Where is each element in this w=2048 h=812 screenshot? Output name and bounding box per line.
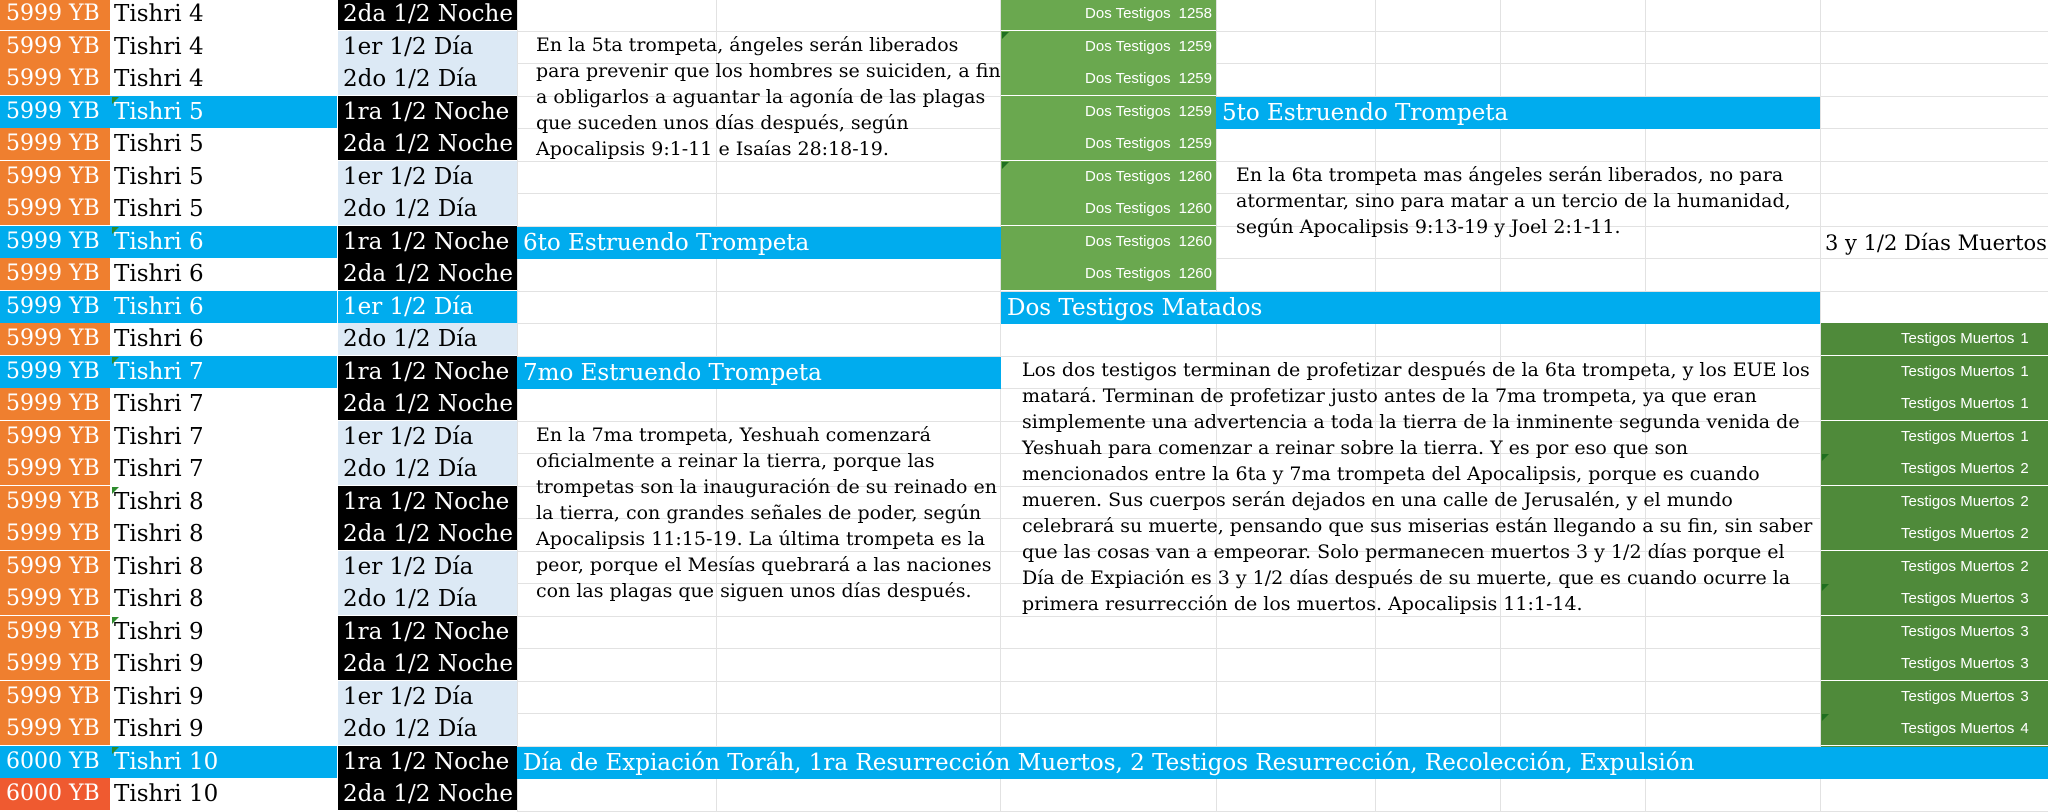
half-day-cell[interactable]: 1er 1/2 Día [338,161,517,193]
dead-counter-day: 3 [2020,590,2029,607]
half-day-cell[interactable]: 2da 1/2 Noche [338,128,517,160]
year-cell[interactable]: 5999 YB [0,551,110,583]
dead-counter-label: Testigos Muertos [1901,460,2015,477]
dead-counter-day: 1 [2020,363,2029,380]
event-witnesses-killed[interactable]: Dos Testigos Matados [1001,292,1820,324]
day-cell[interactable]: Tishri 8 [110,518,337,550]
witness-counter-label: Dos Testigos [1085,70,1171,87]
half-day-cell[interactable]: 1ra 1/2 Noche [338,486,517,518]
half-day-cell[interactable]: 2da 1/2 Noche [338,518,517,550]
year-cell[interactable]: 5999 YB [0,63,110,95]
dead-counter-cell[interactable] [1821,583,2048,615]
day-cell[interactable]: Tishri 6 [110,323,337,355]
witness-counter-day: 1260 [1178,168,1212,185]
half-day-cell[interactable]: 1ra 1/2 Noche [338,616,517,648]
half-day-cell[interactable]: 2do 1/2 Día [338,453,517,485]
half-day-cell[interactable]: 1er 1/2 Día [338,421,517,453]
witness-counter-label: Dos Testigos [1085,265,1171,282]
witness-counter-label: Dos Testigos [1085,135,1171,152]
dead-counter-cell[interactable] [1821,681,2048,713]
dead-counter-day: 1 [2020,330,2029,347]
half-day-cell[interactable]: 2da 1/2 Noche [338,648,517,680]
comment-marker-icon [1822,454,1829,461]
witness-counter-label: Dos Testigos [1085,5,1171,22]
dead-counter-day: 3 [2020,655,2029,672]
dead-counter-label: Testigos Muertos [1901,688,2015,705]
year-cell[interactable]: 5999 YB [0,518,110,550]
day-cell[interactable]: Tishri 5 [110,193,337,225]
event-7th-trumpet[interactable]: 7mo Estruendo Trompeta [517,357,1001,389]
day-cell[interactable]: Tishri 4 [110,63,337,95]
year-cell[interactable]: 5999 YB [0,161,110,193]
comment-marker-icon [1822,714,1829,721]
year-cell[interactable]: 5999 YB [0,648,110,680]
dead-counter-cell[interactable] [1821,648,2048,680]
comment-marker-icon [112,747,119,754]
year-cell[interactable]: 5999 YB [0,0,110,30]
half-day-cell[interactable]: 2do 1/2 Día [338,323,517,355]
witness-counter-label: Dos Testigos [1085,38,1171,55]
dead-counter-label: Testigos Muertos [1901,493,2015,510]
witness-counter-label: Dos Testigos [1085,200,1171,217]
year-cell[interactable]: 6000 YB [0,778,110,810]
dead-counter-day: 1 [2020,428,2029,445]
year-cell[interactable]: 5999 YB [0,421,110,453]
dead-counter-label: Testigos Muertos [1901,590,2015,607]
dead-counter-day: 4 [2020,720,2029,737]
witness-counter-cell[interactable] [1001,31,1216,63]
note-6th-trumpet[interactable]: En la 6ta trompeta mas ángeles serán liberados, no para atormentar, sino para matar a un tercio de la humanidad, según Apocalipsis 9:13-19 y Joel 2:1-11. [1236,164,1791,238]
witness-counter-cell[interactable] [1001,96,1216,128]
comment-marker-icon [112,97,119,104]
dead-counter-day: 3 [2020,623,2029,640]
half-day-cell[interactable]: 2da 1/2 Noche [338,388,517,420]
half-day-cell[interactable]: 1ra 1/2 Noche [338,96,517,128]
half-day-cell[interactable]: 1er 1/2 Día [338,31,517,63]
year-cell[interactable]: 6000 YB [0,746,110,778]
day-cell[interactable]: Tishri 10 [110,778,337,810]
year-cell[interactable]: 5999 YB [0,323,110,355]
year-cell[interactable]: 5999 YB [0,616,110,648]
half-day-cell[interactable]: 1er 1/2 Día [338,681,517,713]
dead-counter-label: Testigos Muertos [1901,525,2015,542]
day-cell[interactable]: Tishri 8 [110,551,337,583]
note-7th-trumpet[interactable]: En la 7ma trompeta, Yeshuah comenzará oficialmente a reinar la tierra, porque las trompetas son la inauguración de su reinado en la tierra, con grandes señales de poder, según Apocalipsis 11:15-19. La última trompeta es la peor, porque el Mesías quebrará a las naciones con las plagas que siguen unos días después. [536,424,997,602]
day-cell[interactable]: Tishri 6 [110,226,337,258]
dead-counter-cell[interactable] [1821,616,2048,648]
day-cell[interactable]: Tishri 10 [110,746,337,778]
year-cell[interactable]: 5999 YB [0,128,110,160]
half-day-cell[interactable]: 1ra 1/2 Noche [338,226,517,258]
witness-counter-cell[interactable] [1001,226,1216,258]
dead-counter-day: 3 [2020,688,2029,705]
day-cell[interactable]: Tishri 5 [110,128,337,160]
half-day-cell[interactable]: 1er 1/2 Día [338,291,517,323]
year-cell[interactable]: 5999 YB [0,713,110,745]
witness-counter-cell[interactable] [1001,128,1216,160]
witness-counter-day: 1260 [1178,200,1212,217]
dead-counter-cell[interactable] [1821,486,2048,518]
comment-marker-icon [112,357,119,364]
witness-counter-cell[interactable] [1001,63,1216,95]
witness-counter-label: Dos Testigos [1085,233,1171,250]
witness-counter-cell[interactable] [1001,161,1216,193]
dead-counter-label: Testigos Muertos [1901,395,2015,412]
three-half-days-dead-label[interactable]: 3 y 1/2 Días Muertos [1825,231,2047,255]
year-cell[interactable]: 5999 YB [0,291,110,323]
day-cell[interactable]: Tishri 4 [110,0,337,30]
witness-counter-day: 1260 [1178,265,1212,282]
dead-counter-label: Testigos Muertos [1901,720,2015,737]
day-cell[interactable]: Tishri 6 [110,291,337,323]
comment-marker-icon [1002,162,1009,169]
day-cell[interactable]: Tishri 9 [110,681,337,713]
witness-counter-day: 1259 [1178,135,1212,152]
half-day-cell[interactable]: 2do 1/2 Día [338,193,517,225]
witness-counter-day: 1259 [1178,103,1212,120]
witness-counter-cell[interactable] [1001,193,1216,225]
dead-counter-cell[interactable] [1821,453,2048,485]
witness-counter-label: Dos Testigos [1085,168,1171,185]
day-cell[interactable]: Tishri 7 [110,421,337,453]
year-cell[interactable]: 5999 YB [0,486,110,518]
dead-counter-day: 2 [2020,525,2029,542]
year-cell[interactable]: 5999 YB [0,356,110,388]
year-cell[interactable]: 5999 YB [0,193,110,225]
witness-counter-cell[interactable] [1001,258,1216,290]
dead-counter-cell[interactable] [1821,356,2048,388]
day-cell[interactable]: Tishri 9 [110,713,337,745]
dead-counter-day: 2 [2020,460,2029,477]
dead-counter-day: 2 [2020,558,2029,575]
half-day-cell[interactable]: 2do 1/2 Día [338,63,517,95]
day-cell[interactable]: Tishri 9 [110,648,337,680]
witness-counter-day: 1259 [1178,70,1212,87]
dead-counter-label: Testigos Muertos [1901,330,2015,347]
day-cell[interactable]: Tishri 5 [110,161,337,193]
day-cell[interactable]: Tishri 5 [110,96,337,128]
year-cell[interactable]: 5999 YB [0,388,110,420]
day-cell[interactable]: Tishri 6 [110,258,337,290]
witness-counter-day: 1259 [1178,38,1212,55]
witness-counter-cell[interactable] [1001,0,1216,30]
year-cell[interactable]: 5999 YB [0,226,110,258]
day-cell[interactable]: Tishri 7 [110,356,337,388]
year-cell[interactable]: 5999 YB [0,31,110,63]
half-day-cell[interactable]: 1er 1/2 Día [338,551,517,583]
year-cell[interactable]: 5999 YB [0,681,110,713]
day-cell[interactable]: Tishri 4 [110,31,337,63]
dead-counter-cell[interactable] [1821,713,2048,745]
day-cell[interactable]: Tishri 9 [110,616,337,648]
event-atonement-day[interactable]: Día de Expiación Toráh, 1ra Resurrección Muertos, 2 Testigos Resurrección, Recolección, Expulsión [517,747,2048,779]
dead-counter-label: Testigos Muertos [1901,558,2015,575]
day-cell[interactable]: Tishri 7 [110,388,337,420]
dead-counter-label: Testigos Muertos [1901,655,2015,672]
half-day-cell[interactable]: 1ra 1/2 Noche [338,356,517,388]
dead-counter-cell[interactable] [1821,388,2048,420]
note-two-witnesses[interactable]: Los dos testigos terminan de profetizar después de la 6ta trompeta, y los EUE los matará. Terminan de profetizar justo antes de la 7ma trompeta, ya que eran simplemente una advertencia a toda la tierra de la inminente segunda venida de Yeshuah para comenzar a reinar sobre la tierra. Y es por eso que son mencionados entre la 6ta y 7ma trompeta del Apocalipsis, porque es cuando mueren. Sus cuerpos serán dejados en una calle de Jerusalén, y el mundo celebrará su muerte, pensando que sus miserias están llegando a su fin, sin saber que las cosas van a empeorar. Solo permanecen muertos 3 y 1/2 días porque el Día de Expiación es 3 y 1/2 días después de su muerte, que es cuando ocurre la primera resurrección de los muertos. Apocalipsis 11:1-14. [1022,359,1813,615]
witness-counter-day: 1258 [1178,5,1212,22]
dead-counter-cell[interactable] [1821,551,2048,583]
comment-marker-icon [112,617,119,624]
half-day-cell[interactable]: 2da 1/2 Noche [338,778,517,810]
comment-marker-icon [112,487,119,494]
half-day-cell[interactable]: 2do 1/2 Día [338,713,517,745]
year-cell[interactable]: 5999 YB [0,96,110,128]
event-6th-trumpet[interactable]: 6to Estruendo Trompeta [517,227,1001,259]
dead-counter-cell[interactable] [1821,323,2048,355]
year-cell[interactable]: 5999 YB [0,583,110,615]
comment-marker-icon [1822,584,1829,591]
half-day-cell[interactable]: 2do 1/2 Día [338,583,517,615]
half-day-cell[interactable]: 2da 1/2 Noche [338,258,517,290]
dead-counter-label: Testigos Muertos [1901,363,2015,380]
dead-counter-label: Testigos Muertos [1901,428,2015,445]
dead-counter-day: 2 [2020,493,2029,510]
witness-counter-day: 1260 [1178,233,1212,250]
note-5th-trumpet[interactable]: En la 5ta trompeta, ángeles serán liberados para prevenir que los hombres se suiciden, a fin a obligarlos a aguantar la agonía de las plagas que suceden unos días después, según Apocalipsis 9:1-11 e Isaías 28:18-19. [536,34,1001,160]
day-cell[interactable]: Tishri 8 [110,583,337,615]
year-cell[interactable]: 5999 YB [0,453,110,485]
dead-counter-day: 1 [2020,395,2029,412]
dead-counter-label: Testigos Muertos [1901,623,2015,640]
half-day-cell[interactable]: 1ra 1/2 Noche [338,746,517,778]
dead-counter-cell[interactable] [1821,518,2048,550]
day-cell[interactable]: Tishri 8 [110,486,337,518]
day-cell[interactable]: Tishri 7 [110,453,337,485]
witness-counter-label: Dos Testigos [1085,103,1171,120]
year-cell[interactable]: 5999 YB [0,258,110,290]
dead-counter-cell[interactable] [1821,421,2048,453]
event-5th-trumpet[interactable]: 5to Estruendo Trompeta [1216,97,1820,129]
half-day-cell[interactable]: 2da 1/2 Noche [338,0,517,30]
comment-marker-icon [112,227,119,234]
